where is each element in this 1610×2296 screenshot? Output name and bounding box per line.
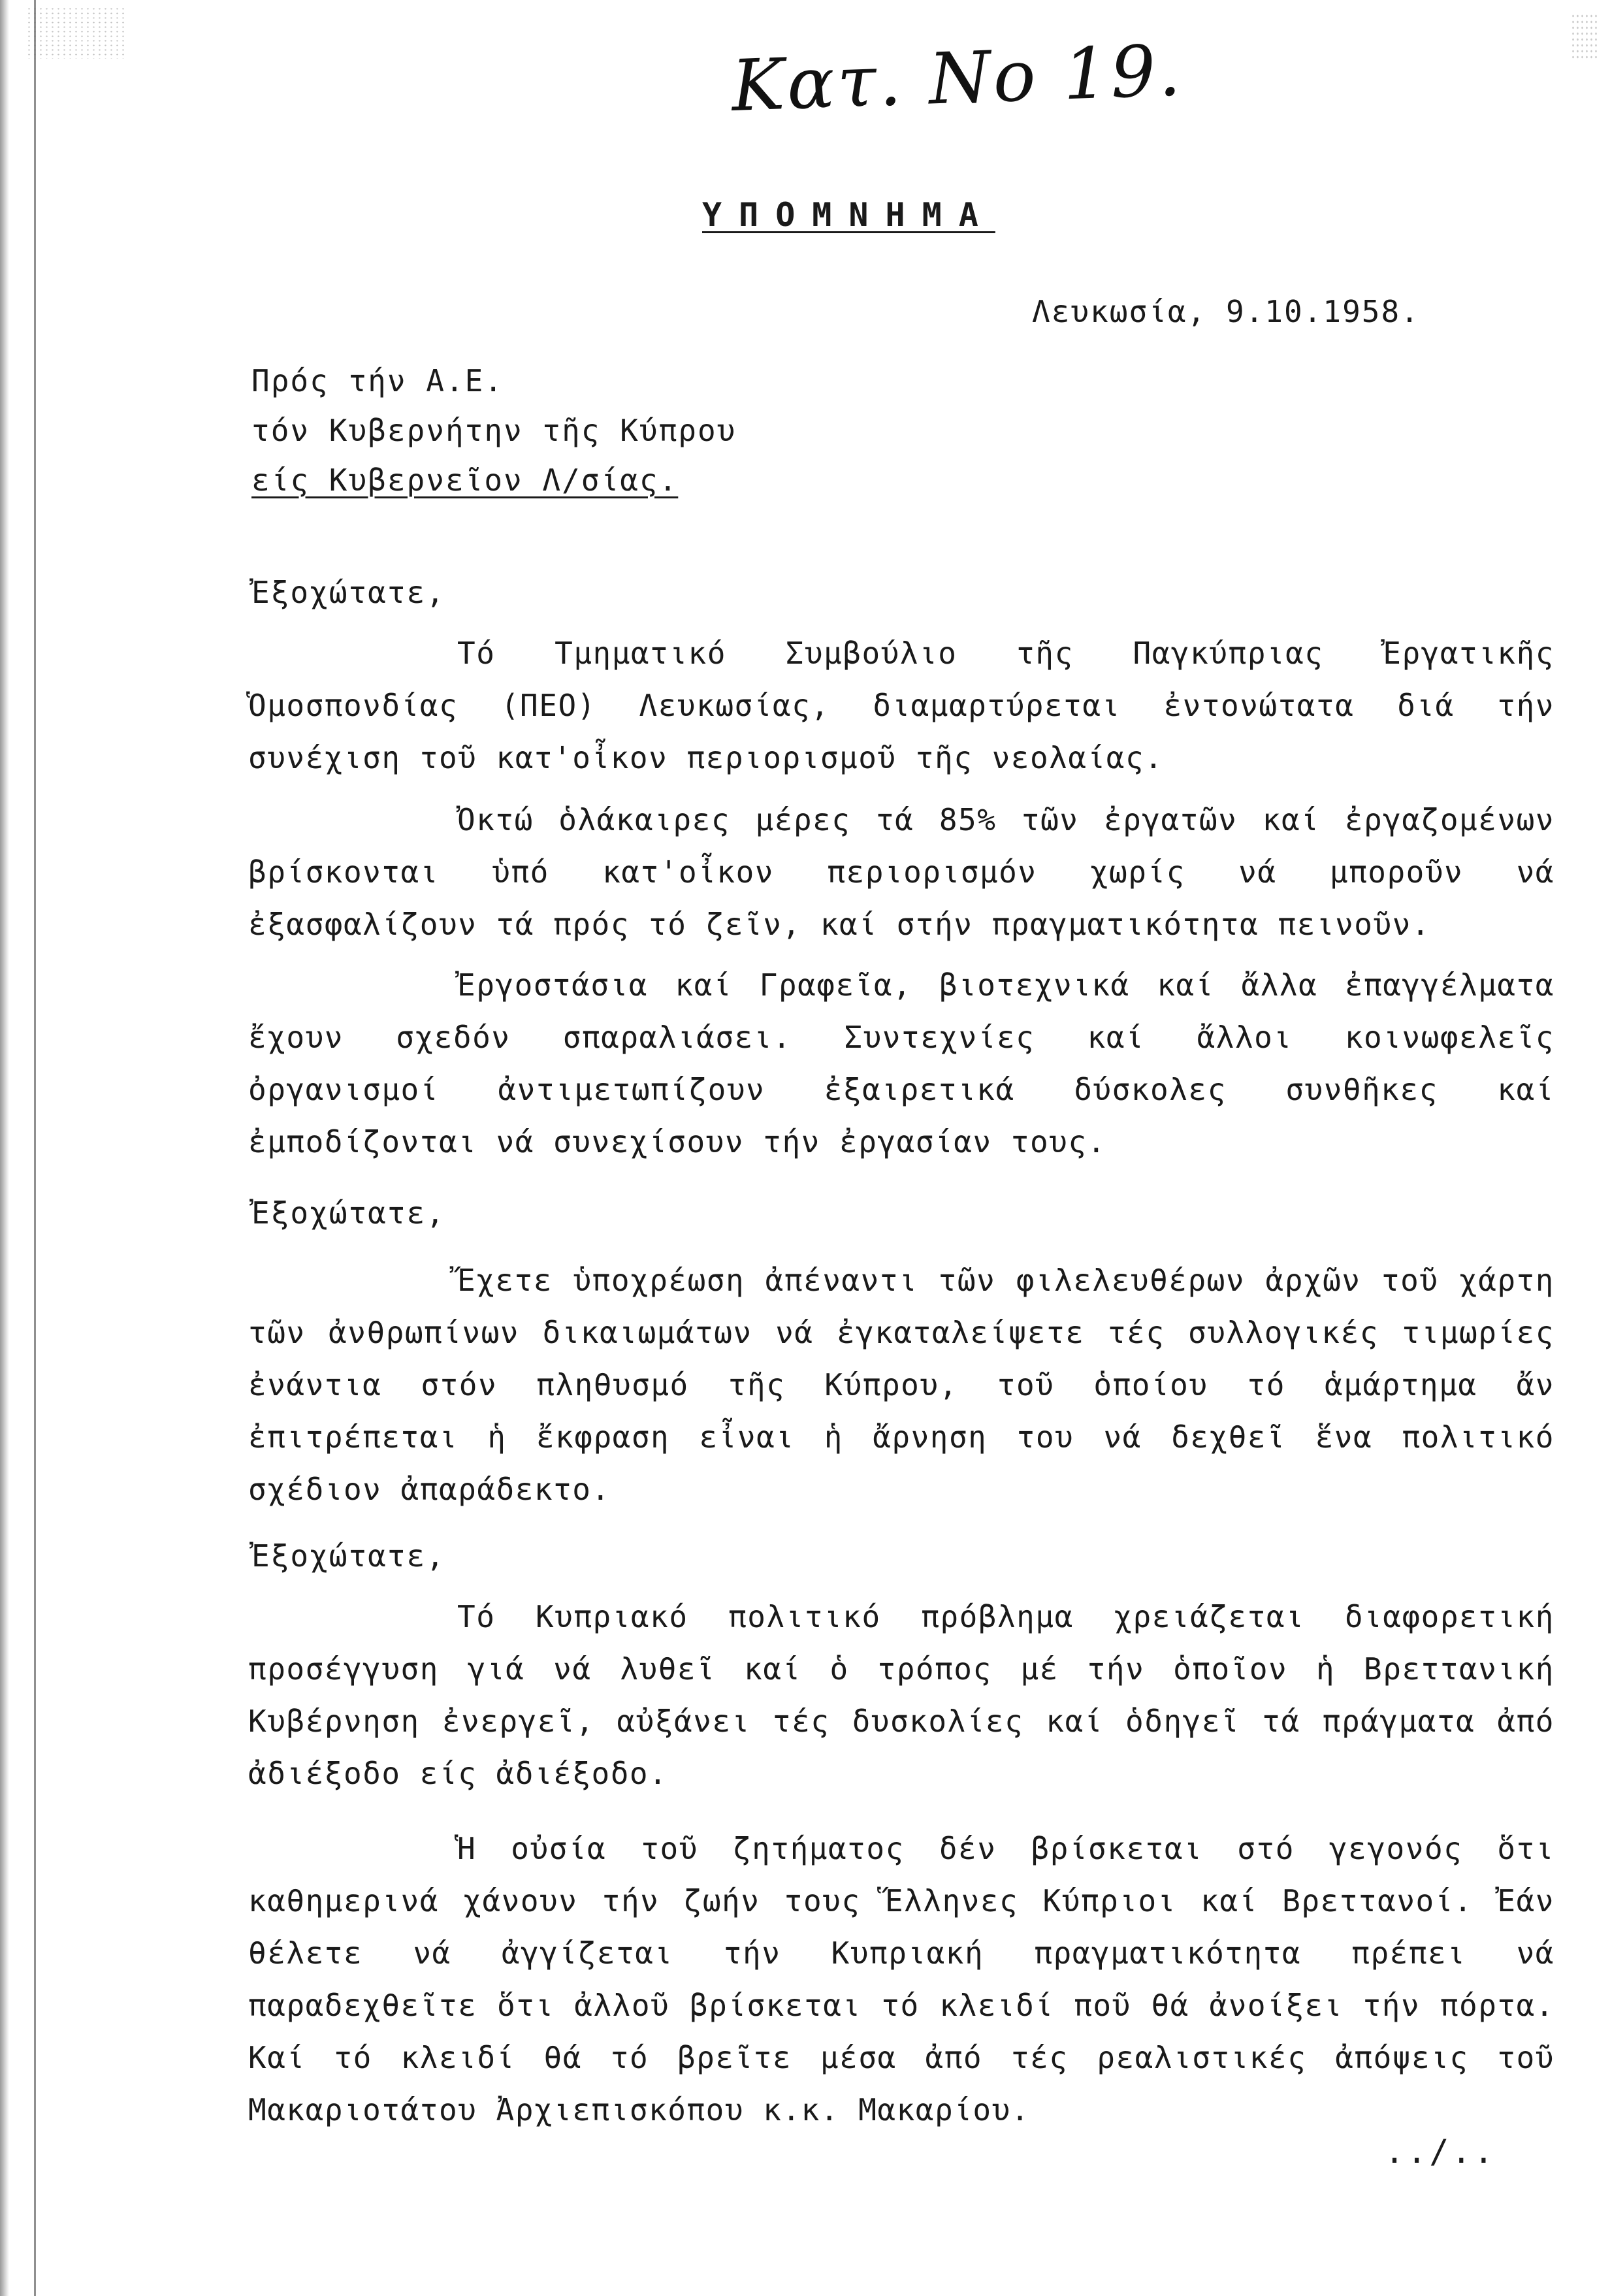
salutation-1: Ἐξοχώτατε,: [251, 575, 445, 610]
handwritten-reference: Κατ. Νο 19.: [730, 29, 1185, 128]
addressee-block: [251, 356, 736, 505]
continuation-mark: ../..: [1385, 2133, 1496, 2171]
paragraph-6: Ἡ οὐσία τοῦ ζητήματος δέν βρίσκεται στό γεγονός ὅτι καθημερινά χάνουν τήν ζωήν τους Ἕλληνες Κύπριοι καί Βρεττανοί. Ἐάν θέλετε νά ἀγγίζεται τήν Κυπριακή πραγματικότητα πρέπει νά παραδεχθεῖτε ὅτι ἀλλοῦ βρίσκεται τό κλειδί ποῦ θά ἀνοίξει τήν πόρτα. Καί τό κλειδί θά τό βρεῖτε μέσα ἀπό τές ρεαλιστικές ἀπόψεις τοῦ Μακαριοτάτου Ἀρχιεπισκόπου κ.κ. Μακαρίου.: [248, 1831, 1554, 2127]
document-title: ΥΠΟΜΝΗΜΑ: [702, 196, 995, 234]
addressee-line-2: τόν Κυβερνήτην τῆς Κύπρου: [251, 413, 737, 448]
scan-margin-line: [34, 0, 36, 2296]
addressee-line-1: Πρός τήν Α.Ε.: [251, 363, 504, 398]
paragraph-2: Ὀκτώ ὁλάκαιρες μέρες τά 85% τῶν ἐργατῶν καί ἐργαζομένων βρίσκονται ὑπό κατ'οἶκον περιορισμόν χωρίς νά μποροῦν νά ἐξασφαλίζουν τά πρός τό ζεῖν, καί στήν πραγματικότητα πεινοῦν.: [248, 802, 1554, 942]
addressee-line-3-text: είς Κυβερνεῖον Λ/σίας.: [251, 462, 679, 498]
scan-speckle: [26, 7, 124, 59]
paragraph-1: Τό Τμηματικό Συμβούλιο τῆς Παγκύπριας Ἐργατικῆς Ὁμοσπονδίας (ΠΕΟ) Λευκωσίας, διαμαρτύρεται ἐντονώτατα διά τήν συνέχιση τοῦ κατ'οἶκον περιορισμοῦ τῆς νεολαίας.: [248, 636, 1554, 775]
addressee-line-3: [251, 455, 736, 505]
scan-edge-shadow: [0, 0, 9, 2296]
salutation-3: Ἐξοχώτατε,: [251, 1538, 445, 1574]
paragraph-3: Ἐργοστάσια καί Γραφεῖα, βιοτεχνικά καί ἄλλα ἐπαγγέλματα ἔχουν σχεδόν σπαραλιάσει. Συντεχνίες καί ἄλλοι κοινωφελεῖς ὀργανισμοί ἀντιμετωπίζουν ἐξαιρετικά δύσκολες συνθῆκες καί ἐμποδίζονται νά συνεχίσουν τήν ἐργασίαν τους.: [248, 967, 1554, 1159]
paragraph-5: Τό Κυπριακό πολιτικό πρόβλημα χρειάζεται διαφορετική προσέγγυση γιά νά λυθεῖ καί ὁ τρόπος μέ τήν ὁποῖον ἡ Βρεττανική Κυβέρνηση ἐνεργεῖ, αὐξάνει τές δυσκολίες καί ὁδηγεῖ τά πράγματα ἀπό ἀδιέξοδο είς ἀδιέξοδο.: [248, 1599, 1554, 1791]
scan-speckle-right: [1571, 13, 1597, 59]
date-line: Λευκωσία, 9.10.1958.: [1032, 294, 1420, 329]
salutation-2: Ἐξοχώτατε,: [251, 1195, 445, 1231]
paragraph-4: Ἔχετε ὑποχρέωση ἀπέναντι τῶν φιλελευθέρων ἀρχῶν τοῦ χάρτη τῶν ἀνθρωπίνων δικαιωμάτων νά ἐγκαταλείψετε τές συλλογικές τιμωρίες ἐνάντια στόν πληθυσμό τῆς Κύπρου, τοῦ ὁποίου τό ἁμάρτημα ἄν ἐπιτρέπεται ἡ ἔκφραση εἶναι ἡ ἄρνηση του νά δεχθεῖ ἕνα πολιτικό σχέδιον ἀπαράδεκτο.: [248, 1263, 1554, 1507]
